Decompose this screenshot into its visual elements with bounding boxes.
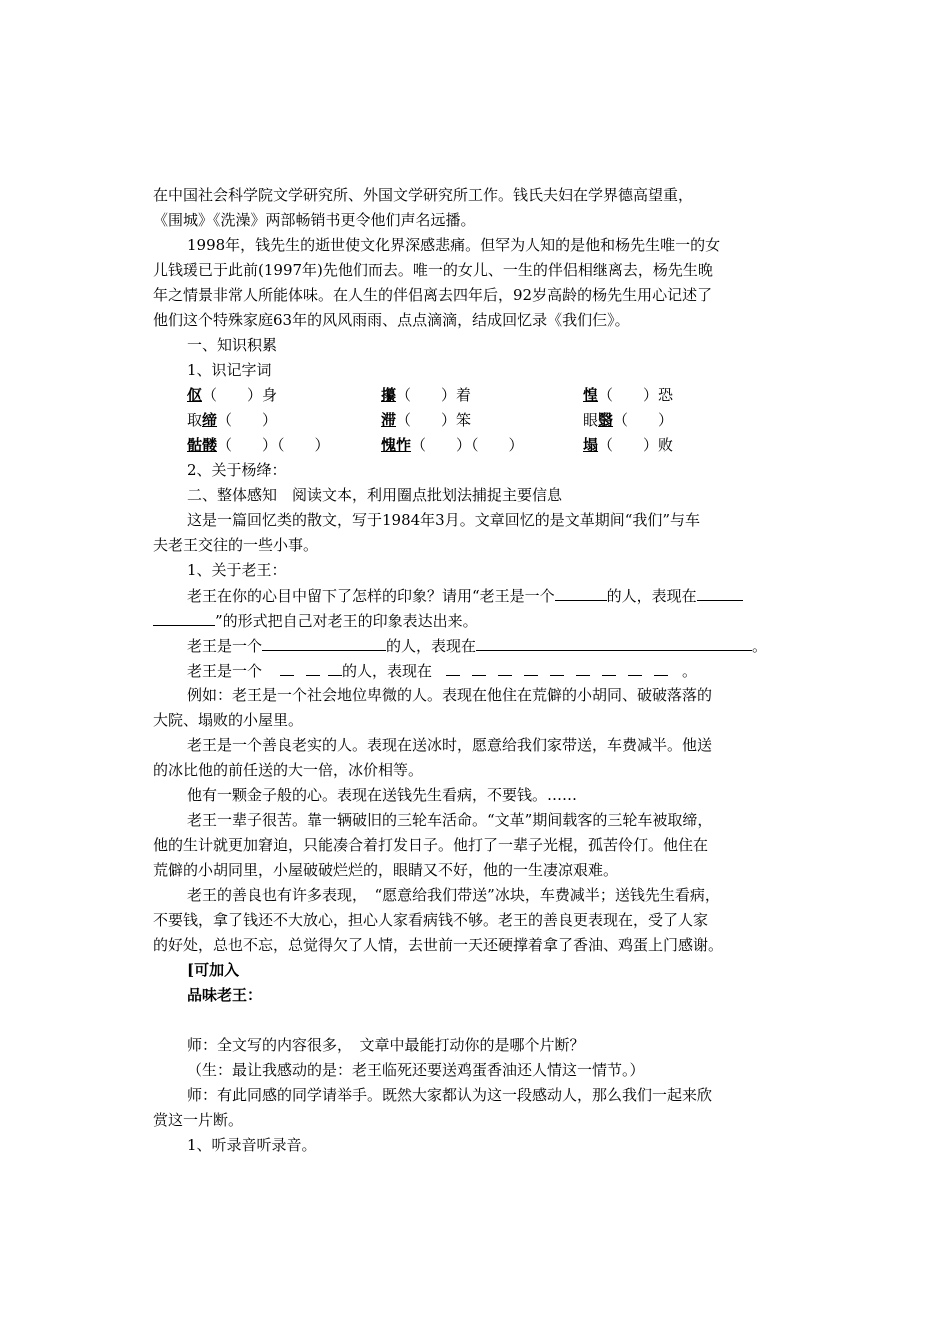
section-heading: 品味老王：	[187, 986, 263, 1004]
paragraph-line: 这是一篇回忆类的散文，写于1984年3月。文章回忆的是文革期间“我们”与车	[187, 511, 701, 529]
answer-blank[interactable]	[654, 658, 668, 676]
word-item: 伛（ ）身	[187, 386, 278, 404]
document-page	[153, 183, 793, 1158]
word-item: 攥（ ）着	[381, 386, 472, 404]
word-item: 塌（ ）败	[583, 436, 674, 454]
answer-blank[interactable]	[498, 658, 512, 676]
word-item: 愧怍（ ）（ ）	[381, 436, 524, 454]
answer-blank[interactable]	[328, 658, 342, 676]
word-item: 滞（ ）笨	[381, 411, 472, 429]
paragraph-line: 师：有此同感的同学请举手。既然大家都认为这一段感动人，那么我们一起来欣	[187, 1086, 713, 1104]
answer-blank[interactable]	[555, 583, 607, 601]
paragraph-line: 老王是一个善良老实的人。表现在送冰时，愿意给我们家带送，车费减半。他送	[187, 736, 713, 754]
paragraph-line: 的冰比他的前任送的大一倍，冰价相等。	[153, 761, 424, 779]
paragraph-line: 老王一辈子很苦。靠一辆破旧的三轮车活命。“文革”期间载客的三轮车被取缔，	[187, 811, 713, 829]
answer-blank[interactable]	[550, 658, 564, 676]
word-row	[153, 383, 793, 408]
question-line: ”的形式把自己对老王的印象表达出来。	[153, 608, 793, 633]
word-item: 骷髅（ ）（ ）	[187, 436, 330, 454]
paragraph-line: 夫老王交往的一些小事。	[153, 536, 319, 554]
paragraph-line: 大院、塌败的小屋里。	[153, 711, 304, 729]
section-heading: 二、整体感知 阅读文本，利用圈点批划法捕捉主要信息	[187, 486, 563, 504]
subsection-heading: 2、关于杨绛：	[187, 461, 287, 479]
answer-blank[interactable]	[472, 658, 486, 676]
section-heading: 一、知识积累	[187, 336, 278, 354]
answer-blank[interactable]	[476, 633, 752, 651]
paragraph-line: 荒僻的小胡同里，小屋破破烂烂的，眼睛又不好，他的一生凄凉艰难。	[153, 861, 619, 879]
paragraph-line: 他们这个特殊家庭63年的风风雨雨、点点滴滴，结成回忆录《我们仨》。	[153, 311, 630, 329]
paragraph-line: 例如：老王是一个社会地位卑微的人。表现在他住在荒僻的小胡同、破破落落的	[187, 686, 713, 704]
word-row	[153, 408, 793, 433]
answer-line: 老王是一个 的人，表现在 。	[153, 633, 793, 658]
paragraph-line: 赏这一片断。	[153, 1111, 244, 1129]
answer-blank[interactable]	[306, 658, 320, 676]
paragraph-line: 1、听录音听录音。	[187, 1136, 317, 1154]
answer-blank[interactable]	[262, 633, 386, 651]
paragraph-line: 《围城》《洗澡》两部畅销书更令他们声名远播。	[153, 211, 476, 229]
answer-blank[interactable]	[524, 658, 538, 676]
paragraph-line: 老王的善良也有许多表现， “愿意给我们带送”冰块，车费减半；送钱先生看病，	[187, 886, 720, 904]
word-item: 惶（ ）恐	[583, 386, 674, 404]
answer-blank[interactable]	[576, 658, 590, 676]
paragraph-line: 的好处，总也不忘，总觉得欠了人情，去世前一天还硬撑着拿了香油、鸡蛋上门感谢。	[153, 936, 724, 954]
answer-blank[interactable]	[628, 658, 642, 676]
word-item: 眼翳（ ）	[583, 411, 674, 429]
subsection-heading: 1、识记字词	[187, 361, 272, 379]
answer-blank[interactable]	[280, 658, 294, 676]
paragraph-line: 1998年，钱先生的逝世使文化界深感悲痛。但罕为人知的是他和杨先生唯一的女	[187, 236, 721, 254]
answer-line: 老王是一个 的人，表现在 。	[153, 658, 793, 683]
answer-blank[interactable]	[602, 658, 616, 676]
question-line: 老王在你的心目中留下了怎样的印象？请用“老王是一个 的人，表现在	[153, 583, 793, 608]
paragraph-line: （生：最让我感动的是：老王临死还要送鸡蛋香油还人情这一情节。）	[187, 1061, 645, 1079]
paragraph-line: 年之情景非常人所能体味。在人生的伴侣离去四年后，92岁高龄的杨先生用心记述了	[153, 286, 713, 304]
paragraph-line: 在中国社会科学院文学研究所、外国文学研究所工作。钱氏夫妇在学界德高望重，	[153, 186, 694, 204]
answer-blank[interactable]	[446, 658, 460, 676]
paragraph-line: 他有一颗金子般的心。表现在送钱先生看病，不要钱。……	[187, 786, 578, 804]
paragraph-line: 他的生计就更加窘迫，只能凑合着打发日子。他打了一辈子光棍，孤苦伶仃。他住在	[153, 836, 709, 854]
paragraph-line: 不要钱，拿了钱还不大放心，担心人家看病钱不够。老王的善良更表现在，受了人家	[153, 911, 709, 929]
word-item: 取缔（ ）	[187, 411, 278, 429]
note-line: [可加入	[187, 961, 240, 979]
paragraph-line: 儿钱瑗已于此前(1997年)先他们而去。唯一的女儿、一生的伴侣相继离去，杨先生晚	[153, 261, 713, 279]
subsection-heading: 1、关于老王：	[187, 561, 287, 579]
paragraph-line: 师：全文写的内容很多， 文章中最能打动你的是哪个片断？	[187, 1036, 585, 1054]
answer-blank[interactable]	[697, 583, 743, 601]
word-row	[153, 433, 793, 458]
answer-blank[interactable]	[153, 608, 215, 626]
